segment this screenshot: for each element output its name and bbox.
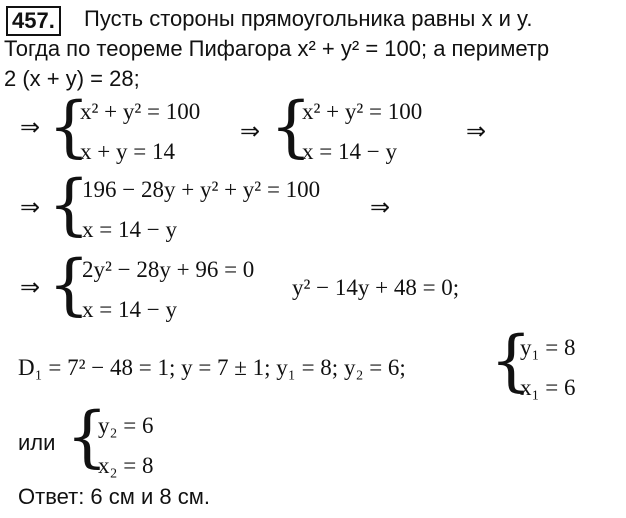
solution2-eq2: x₂ = 8 xyxy=(98,453,154,478)
solution1-eq1: y₁ = 8 xyxy=(520,335,576,360)
system3-eq1: 196 − 28y + y² + y² = 100 xyxy=(82,177,321,202)
answer-line: Ответ: 6 см и 8 см. xyxy=(18,484,211,509)
discriminant-line: D₁ = 7² − 48 = 1; y = 7 ± 1; y₁ = 8; y₂ = 6; xyxy=(18,355,406,380)
system4-eq2: x = 14 − y xyxy=(82,297,177,322)
intro-line-3: 2 (x + y) = 28; xyxy=(4,66,140,91)
implies-arrow: ⇒ xyxy=(370,195,391,221)
system4-eq1: 2y² − 28y + 96 = 0 xyxy=(82,257,255,282)
intro-line-1: Пусть стороны прямоугольника равны x и y. xyxy=(84,6,533,31)
system3-eq2: x = 14 − y xyxy=(82,217,177,242)
system-brace: { xyxy=(270,88,312,165)
system-brace: { xyxy=(48,88,90,165)
implies-arrow: ⇒ xyxy=(466,119,487,145)
implies-arrow: ⇒ xyxy=(240,119,261,145)
or-word: или xyxy=(18,430,56,455)
system-brace: { xyxy=(490,322,532,399)
solution2-eq1: y₂ = 6 xyxy=(98,413,154,438)
intro-line-2: Тогда по теореме Пифагора x² + y² = 100; а периметр xyxy=(4,36,550,61)
implies-arrow: ⇒ xyxy=(20,275,41,301)
system-brace: { xyxy=(48,246,90,323)
implies-arrow: ⇒ xyxy=(20,195,41,221)
system-brace: { xyxy=(66,398,108,475)
system-brace: { xyxy=(48,166,90,243)
implies-arrow: ⇒ xyxy=(20,115,41,141)
solution1-eq2: x₁ = 6 xyxy=(520,375,576,400)
system1-eq2: x + y = 14 xyxy=(80,139,175,164)
system2-eq2: x = 14 − y xyxy=(302,139,397,164)
quadratic-equation: y² − 14y + 48 = 0; xyxy=(292,275,460,300)
system1-eq1: x² + y² = 100 xyxy=(80,99,201,124)
system2-eq1: x² + y² = 100 xyxy=(302,99,423,124)
problem-number: 457. xyxy=(6,6,61,36)
